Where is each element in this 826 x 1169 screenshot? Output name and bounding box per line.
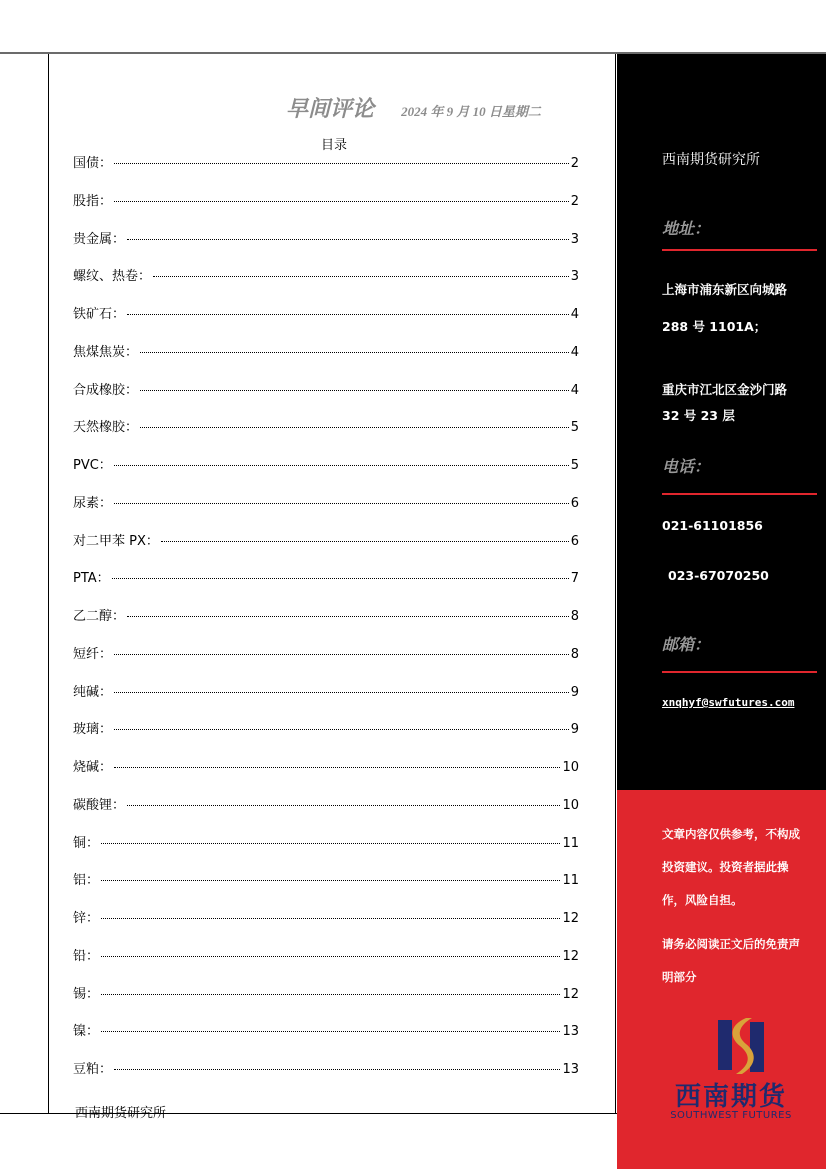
email-divider [662,671,817,673]
disclaimer-line-2: 投资建议。投资者据此操 [662,860,789,874]
toc-entry[interactable] [73,416,579,436]
toc-entry-label: 铝： [73,873,100,889]
toc-entry[interactable] [73,794,579,814]
toc-entry-page: 5 [570,458,579,473]
toc-entry-label: 国债： [73,156,113,171]
toc-dot-leader [101,956,560,957]
toc-entry[interactable] [73,1058,579,1078]
address-2-line2: 32 号 23 层 [662,408,735,423]
toc-entry-label: 碳酸锂： [73,797,126,813]
toc-entry-page: 8 [570,609,579,624]
toc-dot-leader [101,843,560,844]
toc-entry-page: 6 [570,533,579,549]
toc-dot-leader [114,201,569,202]
toc-entry[interactable] [73,530,579,550]
toc-entry[interactable] [73,265,579,285]
toc-entry-page: 3 [570,269,579,285]
toc-entry-page: 10 [562,797,579,813]
toc-entry[interactable] [73,907,579,927]
toc-entry-label: 股指： [73,193,113,209]
toc-dot-leader [112,578,569,579]
toc-entry-label: 短纤： [73,646,113,662]
toc-entry-label: 铅： [73,948,100,964]
toc-dot-leader [161,541,569,542]
disclaimer-line-3: 作，风险自担。 [662,893,743,907]
phone-1: 021-61101856 [662,518,763,533]
email-link[interactable]: xnqhyf@swfutures.com [662,696,795,709]
toc-entry[interactable] [73,945,579,965]
phone-heading: 电话： [662,457,711,476]
toc-entry-label: 镍： [73,1024,100,1040]
toc-entry-page: 12 [562,948,579,964]
toc-entry-page: 2 [570,193,579,209]
toc-entry[interactable] [73,454,579,474]
notice-line-1: 请务必阅读正文后的免责声 [662,937,800,951]
toc-dot-leader [127,616,569,617]
toc-entry-page: 13 [562,1024,579,1040]
toc-entry-label: 烧碱： [73,760,113,775]
toc-entry-page: 12 [562,986,579,1002]
toc-dot-leader [127,314,569,315]
toc-entry-page: 11 [562,873,579,889]
toc-entry[interactable] [73,681,579,701]
toc-entry[interactable] [73,303,579,323]
toc-entry-page: 7 [570,571,579,587]
toc-entry-label: 尿素： [73,495,113,511]
toc-entry[interactable] [73,983,579,1003]
toc-dot-leader [101,1031,560,1032]
toc-dot-leader [101,994,560,995]
sidebar-contact-panel [617,54,826,790]
toc-dot-leader [114,465,569,466]
toc-dot-leader [114,1069,560,1070]
phone-divider [662,493,817,495]
toc-entry-label: 锌： [73,911,100,926]
toc-dot-leader [127,805,560,806]
toc-entry-page: 5 [570,420,579,436]
toc-dot-leader [114,729,569,730]
report-title: 早间评论 [286,96,375,122]
toc-entry[interactable] [73,228,579,248]
logo-mark-icon [716,1016,766,1076]
address-heading: 地址： [662,219,711,238]
toc-entry-label: 玻璃： [73,722,113,738]
toc-entry-page: 4 [570,344,579,360]
logo-name-en: SOUTHWEST FUTURES [670,1110,792,1121]
toc-heading: 目录 [321,138,348,153]
toc-entry-label: 对二甲苯 PX： [73,533,159,549]
toc-entry-label: 铜： [73,835,100,851]
toc-entry-page: 11 [562,835,579,851]
phone-2: 023-67070250 [668,568,769,583]
toc-entry-page: 3 [570,231,579,247]
toc-entry[interactable] [73,190,579,210]
toc-entry-page: 10 [562,760,579,775]
company-logo [661,1016,801,1122]
toc-entry-label: 螺纹、热卷： [73,269,152,285]
toc-dot-leader [114,692,569,693]
toc-entry-label: 乙二醇： [73,609,126,624]
toc-dot-leader [114,654,569,655]
toc-entry-label: 锡： [73,986,100,1002]
toc-entry[interactable] [73,341,579,361]
toc-entry[interactable] [73,567,579,587]
toc-dot-leader [127,239,569,240]
toc-entry-label: 纯碱： [73,684,113,700]
toc-dot-leader [140,390,569,391]
report-date: 2024 年 9 月 10 日星期二 [401,104,541,119]
notice-line-2: 明部分 [662,970,697,984]
toc-entry-page: 13 [562,1062,579,1077]
toc-entry-page: 8 [570,646,579,662]
toc-entry-label: 天然橡胶： [73,420,139,436]
toc-entry-page: 2 [570,156,579,171]
toc-entry[interactable] [73,1020,579,1040]
toc-entry[interactable] [73,379,579,399]
toc-entry-label: 焦煤焦炭： [73,344,139,360]
footer-org: 西南期货研究所 [75,1106,167,1121]
toc-entry-label: 贵金属： [73,231,126,247]
toc-entry-label: PTA： [73,571,110,587]
sidebar-org: 西南期货研究所 [662,152,760,168]
logo-name-cn: 西南期货 [674,1082,787,1112]
toc-entry-page: 12 [562,911,579,926]
email-heading: 邮箱： [662,635,711,654]
toc-entry-label: PVC： [73,458,112,473]
toc-dot-leader [101,918,560,919]
toc-dot-leader [114,767,560,768]
address-1-line2: 288 号 1101A； [662,319,767,334]
address-1-line1: 上海市浦东新区向城路 [662,282,788,297]
toc-entry-page: 4 [570,382,579,398]
toc-entry-label: 铁矿石： [73,307,126,322]
toc-entry-page: 4 [570,307,579,322]
toc-dot-leader [140,352,569,353]
toc-entry-page: 6 [570,495,579,511]
toc-entry-label: 豆粕： [73,1062,113,1077]
disclaimer-line-1: 文章内容仅供参考，不构成 [662,827,800,841]
toc-entry[interactable] [73,718,579,738]
toc-dot-leader [114,503,569,504]
toc-entry[interactable] [73,832,579,852]
toc-entry-page: 9 [570,722,579,738]
address-divider [662,249,817,251]
report-header [286,92,541,123]
toc-dot-leader [114,163,569,164]
toc-entry[interactable] [73,605,579,625]
toc-dot-leader [140,427,569,428]
toc-entry-label: 合成橡胶： [73,382,139,398]
toc-dot-leader [153,276,569,277]
sidebar-disclaimer-panel [617,790,826,1169]
toc-entry[interactable] [73,756,579,776]
toc-dot-leader [101,880,560,881]
toc-entry[interactable] [73,492,579,512]
address-2-line1: 重庆市江北区金沙门路 [662,382,788,397]
toc-entry[interactable] [73,869,579,889]
toc-entry-page: 9 [570,684,579,700]
toc-entry[interactable] [73,643,579,663]
toc-entry[interactable] [73,152,579,172]
